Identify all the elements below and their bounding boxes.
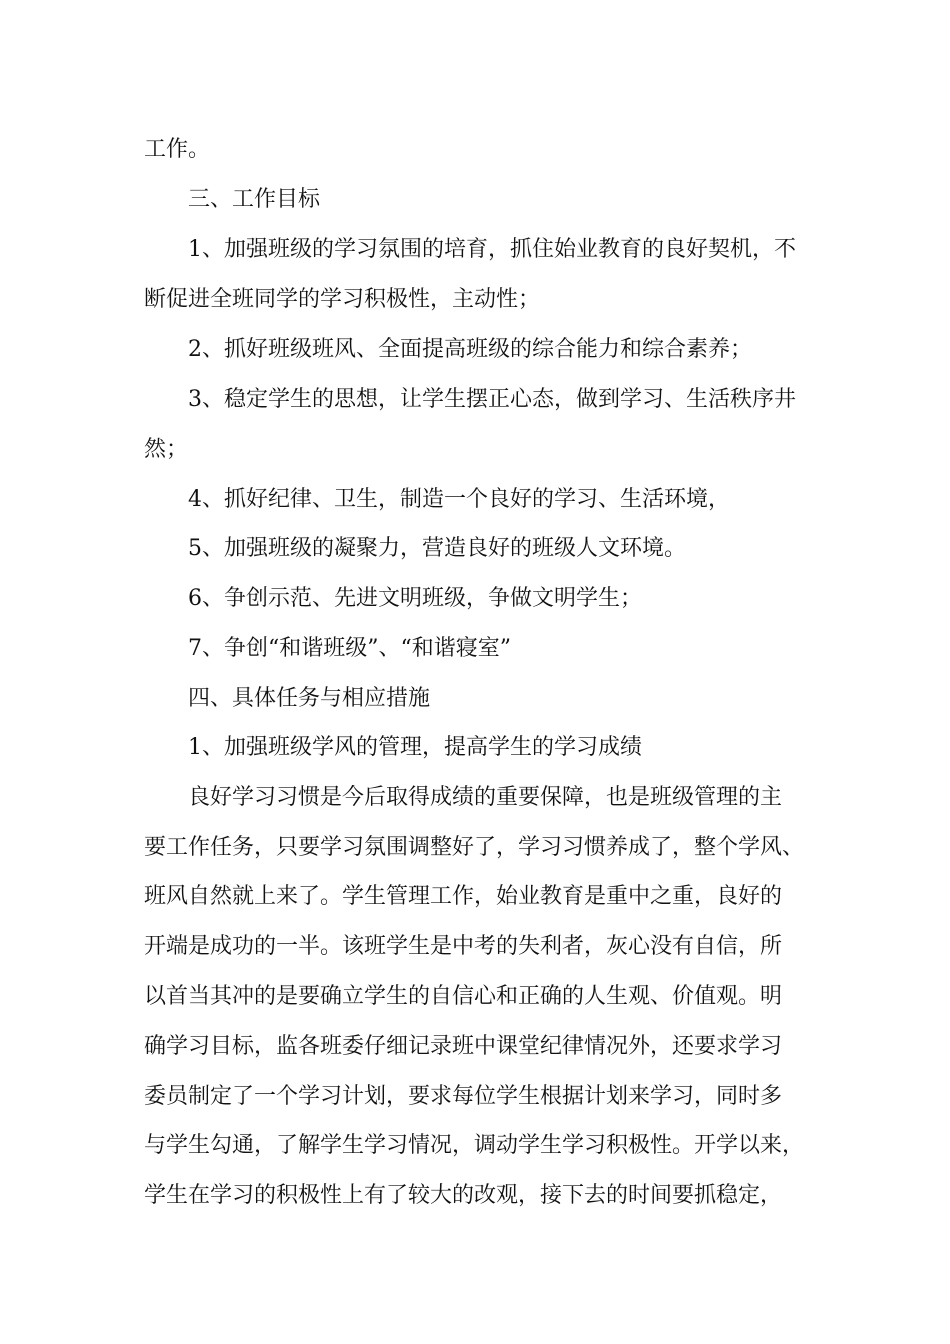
text-line: 开端是成功的一半。该班学生是中考的失利者，灰心没有自信，所 [144,934,783,959]
text-line: 良好学习习惯是今后取得成绩的重要保障，也是班级管理的主 [188,785,783,810]
text-line: 3、稳定学生的思想，让学生摆正心态，做到学习、生活秩序井 [188,387,796,412]
subsection-heading: 1、加强班级学风的管理，提高学生的学习成绩 [188,735,642,760]
section-heading: 三、工作目标 [188,187,321,212]
text-line: 委员制定了一个学习计划，要求每位学生根据计划来学习，同时多 [144,1084,783,1109]
text-line: 6、争创示范、先进文明班级，争做文明学生； [188,586,642,611]
text-line: 2、抓好班级班风、全面提高班级的综合能力和综合素养； [188,337,752,362]
text-line: 工作。 [144,137,211,162]
text-line: 然； [144,437,189,462]
text-line: 与学生勾通，了解学生学习情况，调动学生学习积极性。开学以来， [144,1133,805,1158]
text-line: 断促进全班同学的学习积极性，主动性； [144,287,541,312]
text-line: 要工作任务，只要学习氛围调整好了，学习习惯养成了，整个学风、 [144,835,805,860]
text-line: 1、加强班级的学习氛围的培育，抓住始业教育的良好契机，不 [188,237,796,262]
text-line: 5、加强班级的凝聚力，营造良好的班级人文环境。 [188,536,686,561]
text-line: 班风自然就上来了。学生管理工作，始业教育是重中之重，良好的 [144,884,783,909]
section-heading: 四、具体任务与相应措施 [188,686,431,711]
text-line: 7、争创“和谐班级”、“和谐寝室” [188,636,511,661]
text-line: 4、抓好纪律、卫生，制造一个良好的学习、生活环境， [188,487,730,512]
text-line: 学生在学习的积极性上有了较大的改观，接下去的时间要抓稳定， [144,1183,783,1208]
text-line: 确学习目标，监各班委仔细记录班中课堂纪律情况外，还要求学习 [144,1034,783,1059]
text-line: 以首当其冲的是要确立学生的自信心和正确的人生观、价值观。明 [144,984,783,1009]
